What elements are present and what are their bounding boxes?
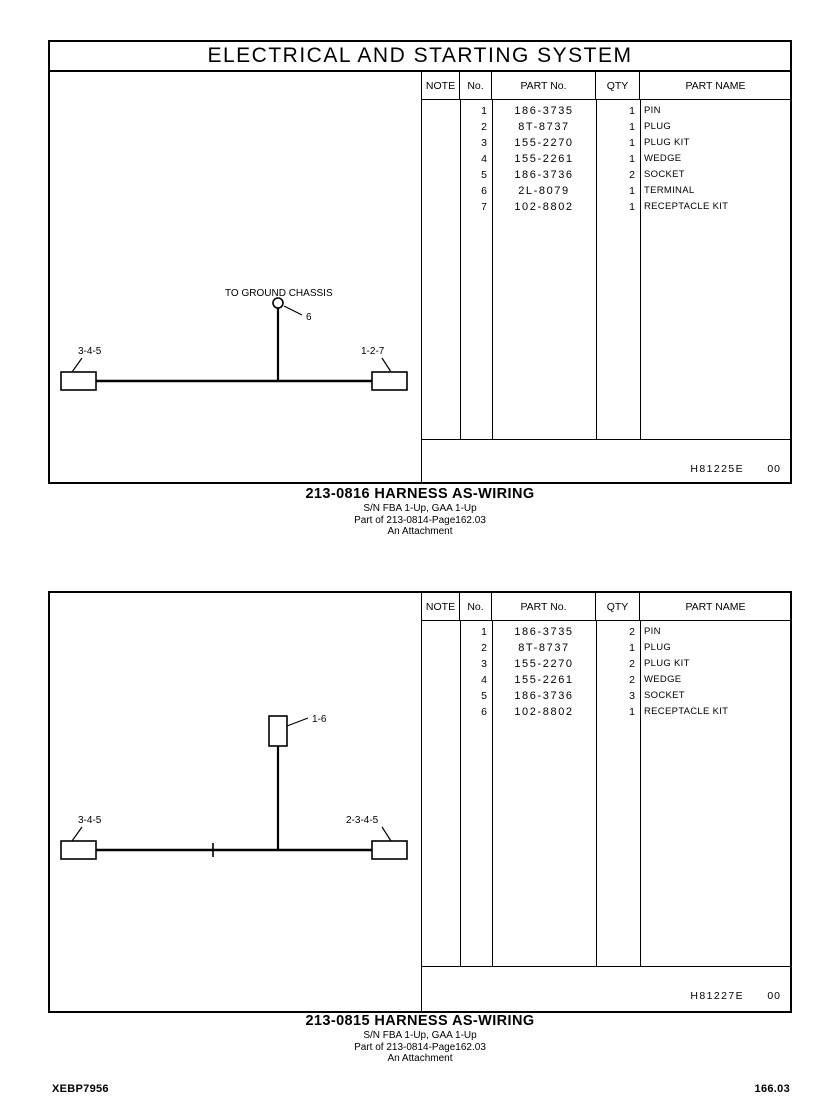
callout-6: 6: [306, 312, 312, 323]
parts-table-2: [421, 593, 790, 1011]
col-header-qty: QTY: [596, 72, 640, 99]
cell-no: 3: [481, 658, 487, 670]
table-row: [422, 690, 790, 706]
cell-part-name: PLUG KIT: [644, 137, 690, 148]
cell-part-name: PIN: [644, 626, 661, 637]
cell-no: 5: [481, 690, 487, 702]
cell-part-no: 186-3736: [514, 169, 574, 181]
caption-line-2: Part of 213-0814-Page162.03: [354, 514, 486, 526]
cell-no: 3: [481, 137, 487, 149]
cell-qty: 1: [629, 642, 635, 654]
parts-table-header-2: [422, 593, 790, 621]
col-header-part-name: PART NAME: [685, 80, 746, 92]
table-row: [422, 169, 790, 185]
col-header-no: No.: [460, 593, 492, 620]
drawing-code: H81227E: [690, 990, 744, 1002]
table-row: [422, 137, 790, 153]
table-row: [422, 121, 790, 137]
cell-part-name: RECEPTACLE KIT: [644, 706, 729, 717]
col-header-note: NOTE: [422, 72, 460, 99]
cell-part-name: PLUG: [644, 121, 672, 132]
cell-part-no: 155-2261: [514, 674, 574, 686]
parts-table-body-2: [422, 621, 790, 967]
cell-part-name: TERMINAL: [644, 185, 695, 196]
cell-qty: 1: [629, 153, 635, 165]
cell-part-no: 102-8802: [514, 706, 574, 718]
table-row: [422, 185, 790, 201]
cell-part-name: WEDGE: [644, 153, 682, 164]
cell-part-no: 186-3735: [514, 105, 574, 117]
parts-table-footer-2: [422, 967, 790, 1011]
cell-part-no: 8T-8737: [518, 642, 570, 654]
cell-qty: 2: [629, 169, 635, 181]
table-row: [422, 153, 790, 169]
cell-part-name: SOCKET: [644, 690, 685, 701]
cell-no: 2: [481, 642, 487, 654]
cell-no: 2: [481, 121, 487, 133]
parts-table-header-1: [422, 72, 790, 100]
parts-table-1: [421, 72, 790, 484]
cell-part-name: WEDGE: [644, 674, 682, 685]
caption-line-1: S/N FBA 1-Up, GAA 1-Up: [363, 1030, 477, 1041]
parts-table-body-1: [422, 100, 790, 440]
col-header-note: NOTE: [422, 593, 460, 620]
ground-callout-label: TO GROUND CHASSIS: [225, 288, 333, 299]
caption-line-1: S/N FBA 1-Up, GAA 1-Up: [363, 503, 477, 514]
drawing-code: H81225E: [690, 463, 744, 475]
callout-left-1: 3-4-5: [78, 346, 102, 357]
callout-top-2: 1-6: [312, 714, 327, 725]
cell-qty: 2: [629, 626, 635, 638]
callout-right-2: 2-3-4-5: [346, 815, 379, 826]
table-row: [422, 626, 790, 642]
cell-part-no: 155-2261: [514, 153, 574, 165]
col-header-qty: QTY: [596, 593, 640, 620]
table-row: [422, 706, 790, 722]
drawing-rev: 00: [767, 990, 781, 1002]
cell-no: 6: [481, 706, 487, 718]
cell-no: 1: [481, 105, 487, 117]
cell-qty: 1: [629, 185, 635, 197]
parts-table-footer-1: [422, 440, 790, 484]
cell-no: 4: [481, 674, 487, 686]
cell-no: 7: [481, 201, 487, 213]
table-row: [422, 658, 790, 674]
cell-part-name: PLUG: [644, 642, 672, 653]
cell-part-no: 8T-8737: [518, 121, 570, 133]
figure-block-2: [48, 591, 792, 1013]
table-row: [422, 105, 790, 121]
cell-qty: 2: [629, 658, 635, 670]
callout-right-1: 1-2-7: [361, 346, 385, 357]
wiring-diagram-2: [50, 593, 421, 1011]
figure-caption-1: [48, 486, 792, 538]
table-row: [422, 674, 790, 690]
cell-no: 6: [481, 185, 487, 197]
caption-line-2: Part of 213-0814-Page162.03: [354, 1041, 486, 1053]
caption-line-3: An Attachment: [387, 1053, 453, 1064]
cell-qty: 1: [629, 105, 635, 117]
section-title: ELECTRICAL AND STARTING SYSTEM: [50, 42, 790, 72]
footer-page-number: 166.03: [754, 1083, 790, 1095]
cell-part-no: 186-3736: [514, 690, 574, 702]
cell-qty: 1: [629, 137, 635, 149]
table-row: [422, 642, 790, 658]
cell-no: 1: [481, 626, 487, 638]
cell-qty: 1: [629, 201, 635, 213]
cell-part-no: 2L-8079: [518, 185, 570, 197]
cell-part-name: PLUG KIT: [644, 658, 690, 669]
cell-qty: 1: [629, 121, 635, 133]
cell-qty: 2: [629, 674, 635, 686]
figure-caption-2: [48, 1013, 792, 1065]
footer-document-number: XEBP7956: [52, 1083, 109, 1095]
caption-title: 213-0815 HARNESS AS-WIRING: [305, 1013, 535, 1029]
callout-left-2: 3-4-5: [78, 815, 102, 826]
cell-part-no: 102-8802: [514, 201, 574, 213]
col-header-part-name: PART NAME: [685, 601, 746, 613]
figure-block-1: [48, 40, 792, 484]
cell-part-no: 186-3735: [514, 626, 574, 638]
col-header-part-no: PART No.: [492, 72, 596, 99]
cell-qty: 3: [629, 690, 635, 702]
col-header-part-no: PART No.: [492, 593, 596, 620]
wiring-diagram-1: [50, 72, 421, 484]
caption-line-3: An Attachment: [387, 526, 453, 537]
cell-part-no: 155-2270: [514, 658, 574, 670]
col-header-no: No.: [460, 72, 492, 99]
cell-part-no: 155-2270: [514, 137, 574, 149]
caption-title: 213-0816 HARNESS AS-WIRING: [305, 486, 535, 502]
cell-part-name: PIN: [644, 105, 661, 116]
cell-no: 5: [481, 169, 487, 181]
cell-part-name: RECEPTACLE KIT: [644, 201, 729, 212]
table-row: [422, 201, 790, 217]
cell-no: 4: [481, 153, 487, 165]
cell-part-name: SOCKET: [644, 169, 685, 180]
cell-qty: 1: [629, 706, 635, 718]
drawing-rev: 00: [767, 463, 781, 475]
